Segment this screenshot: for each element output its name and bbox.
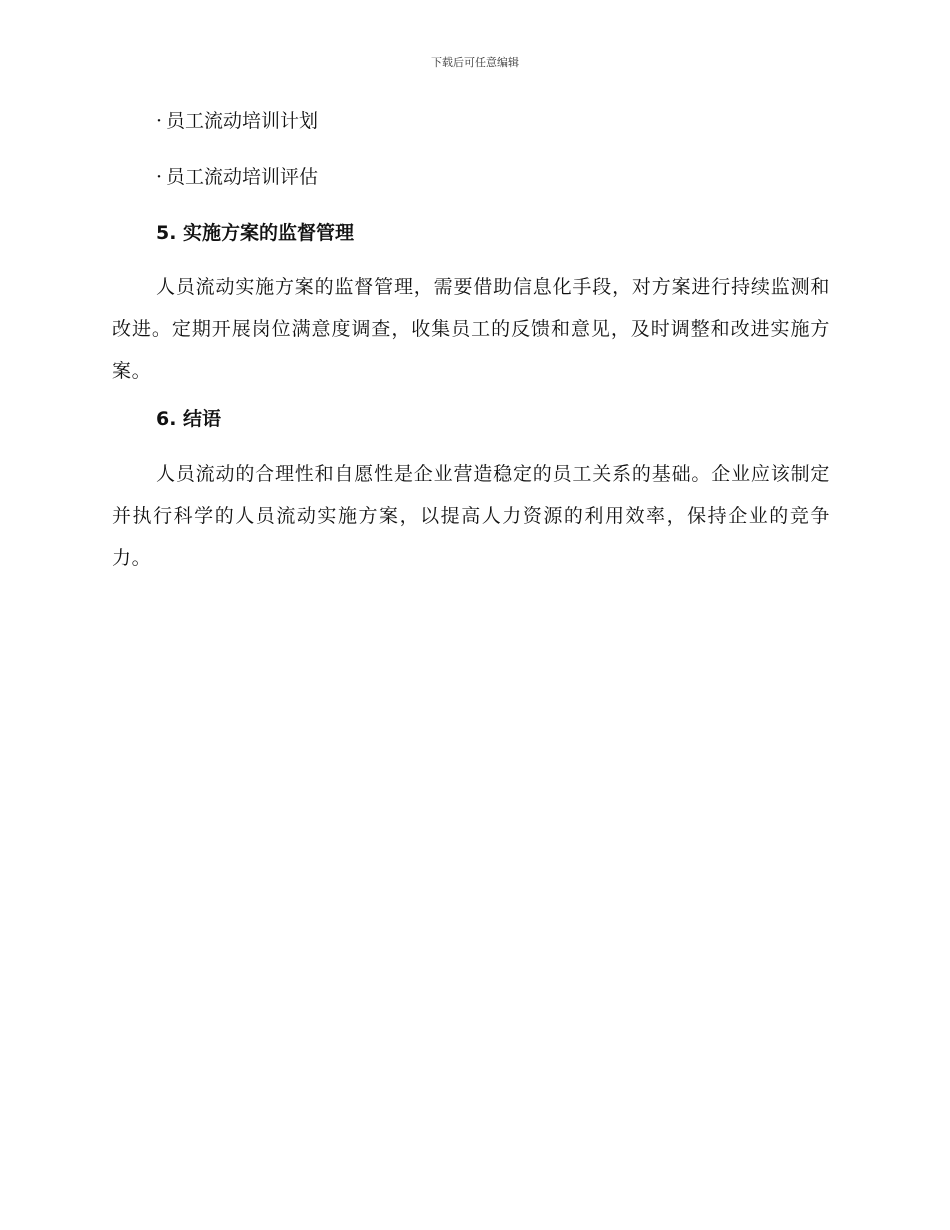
list-item xyxy=(156,166,830,189)
list-item xyxy=(156,110,830,133)
section-paragraph-supervision: 人员流动实施方案的监督管理，需要借助信息化手段，对方案进行持续监测和改进。定期开展岗位满意度调查，收集员工的反馈和意见，及时调整和改进实施方案。 xyxy=(112,276,830,383)
document-body xyxy=(112,110,830,595)
bullet-marker: · xyxy=(156,110,163,132)
page-header-note: 下载后可任意编辑 xyxy=(431,56,519,69)
section-heading-supervision: 5. 实施方案的监督管理 xyxy=(156,221,355,244)
section-paragraph-conclusion: 人员流动的合理性和自愿性是企业营造稳定的员工关系的基础。企业应该制定并执行科学的人员流动实施方案，以提高人力资源的利用效率，保持企业的竞争力。 xyxy=(112,463,830,570)
bullet-marker: · xyxy=(156,165,163,188)
list-item-text: 员工流动培训计划 xyxy=(166,110,319,132)
list-item-text: 员工流动培训评估 xyxy=(166,165,319,188)
section-heading-conclusion: 6. 结语 xyxy=(156,408,222,431)
